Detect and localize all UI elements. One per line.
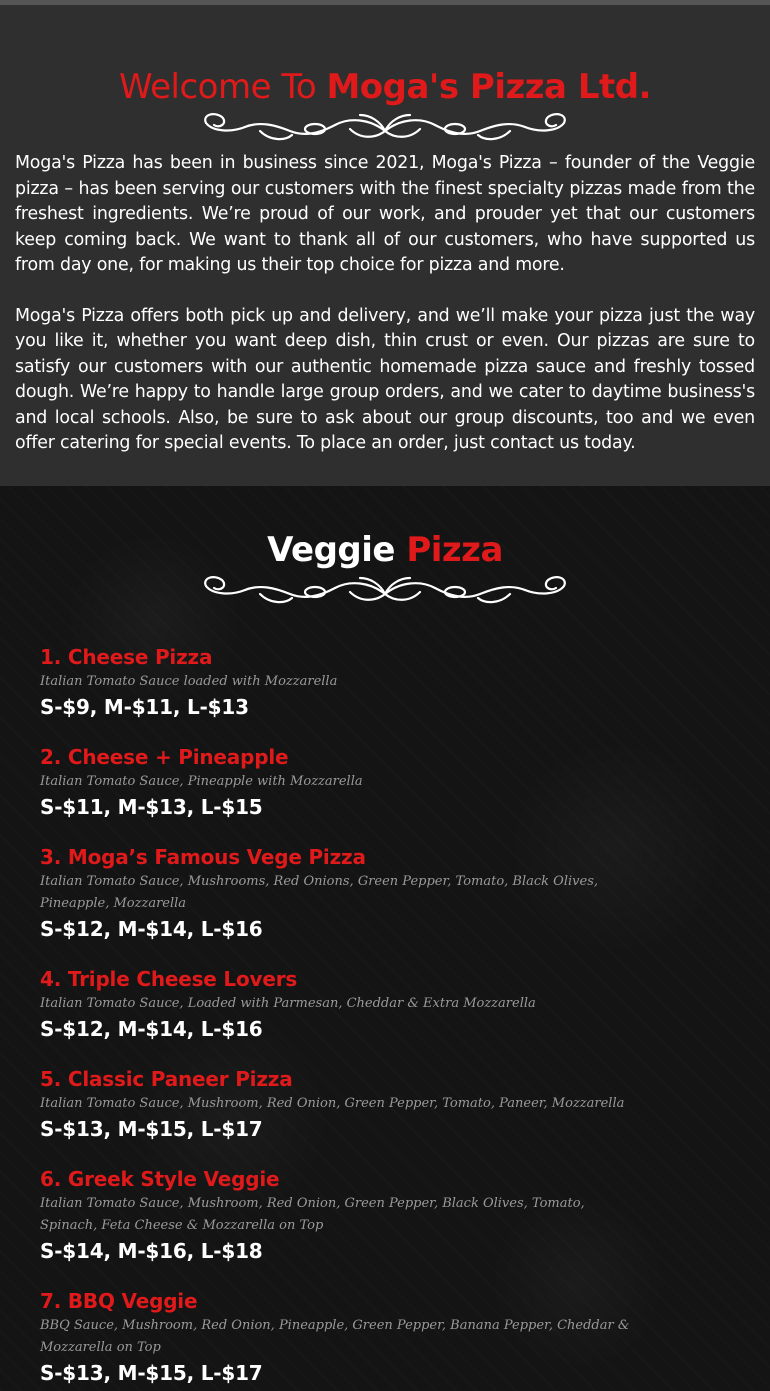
menu-section xyxy=(0,486,770,1391)
menu-item-description: Italian Tomato Sauce, Loaded with Parmesan, Cheddar & Extra Mozzarella xyxy=(40,996,536,1011)
menu-title-white: Veggie xyxy=(267,530,407,570)
menu-item-price: S-$13, M-$15, L-$17 xyxy=(40,1361,263,1385)
menu-item-description: Italian Tomato Sauce, Mushroom, Red Onion, Green Pepper, Tomato, Paneer, Mozzarella xyxy=(40,1096,625,1111)
menu-item-price: S-$13, M-$15, L-$17 xyxy=(40,1117,263,1141)
menu-title xyxy=(0,486,770,570)
welcome-paragraph-1: Moga's Pizza has been in business since 2021, Moga's Pizza – founder of the Veggie pizza – has been serving our customers with the finest specialty pizzas made from the freshest ingredients. We’re proud of our work, and prouder yet that our customers keep coming back. We want to thank all of our customers, who have supported us from day one, for making us their top choice for pizza and more. xyxy=(15,153,755,275)
menu-item-description: BBQ Sauce, Mushroom, Red Onion, Pineapple, Green Pepper, Banana Pepper, Cheddar & Mozzarella on Top xyxy=(40,1318,630,1355)
welcome-title-brand: Moga's Pizza Ltd. xyxy=(326,67,651,107)
menu-item-description: Italian Tomato Sauce, Pineapple with Mozzarella xyxy=(40,774,363,789)
menu-item-description: Italian Tomato Sauce loaded with Mozzarella xyxy=(40,674,338,689)
menu-item-name: 4. Triple Cheese Lovers xyxy=(40,967,298,991)
menu-item-name: 6. Greek Style Veggie xyxy=(40,1167,280,1191)
menu-item-description: Italian Tomato Sauce, Mushrooms, Red Onions, Green Pepper, Tomato, Black Olives, Pineapple, Mozzarella xyxy=(40,874,598,911)
menu-item xyxy=(40,1066,770,1142)
welcome-title-prefix: Welcome To xyxy=(119,67,327,107)
menu-item-price: S-$14, M-$16, L-$18 xyxy=(40,1239,263,1263)
welcome-paragraph-2: Moga's Pizza offers both pick up and delivery, and we’ll make your pizza just the way you like it, whether you want deep dish, thin crust or even. Our pizzas are sure to satisfy our customers with our authentic homemade pizza sauce and freshly tossed dough. We’re happy to handle large group orders, and we cater to daytime business's and local schools. Also, be sure to ask about our group discounts, too and we even offer catering for special events. To place an order, just contact us today. xyxy=(15,305,755,453)
menu-item-price: S-$9, M-$11, L-$13 xyxy=(40,695,249,719)
menu-item-name: 2. Cheese + Pineapple xyxy=(40,745,289,769)
menu-title-red: Pizza xyxy=(406,530,503,570)
menu-item-price: S-$11, M-$13, L-$15 xyxy=(40,795,263,819)
menu-item-price: S-$12, M-$14, L-$16 xyxy=(40,917,263,941)
menu-item xyxy=(40,644,770,720)
welcome-heading xyxy=(15,67,755,107)
welcome-section xyxy=(0,5,770,486)
menu-item-list xyxy=(0,610,770,1386)
menu-item xyxy=(40,844,770,942)
menu-item-description: Italian Tomato Sauce, Mushroom, Red Onion, Green Pepper, Black Olives, Tomato, Spinach, Feta Cheese & Mozzarella on Top xyxy=(40,1196,585,1233)
menu-item xyxy=(40,1166,770,1264)
menu-item-name: 7. BBQ Veggie xyxy=(40,1289,198,1313)
menu-item xyxy=(40,744,770,820)
menu-item-price: S-$12, M-$14, L-$16 xyxy=(40,1017,263,1041)
menu-item-name: 1. Cheese Pizza xyxy=(40,645,213,669)
menu-item xyxy=(40,1288,770,1386)
ornamental-flourish-icon xyxy=(200,574,570,610)
menu-item-name: 3. Moga’s Famous Vege Pizza xyxy=(40,845,366,869)
menu-item xyxy=(40,966,770,1042)
menu-item-name: 5. Classic Paneer Pizza xyxy=(40,1067,293,1091)
ornamental-flourish-icon xyxy=(200,111,570,147)
